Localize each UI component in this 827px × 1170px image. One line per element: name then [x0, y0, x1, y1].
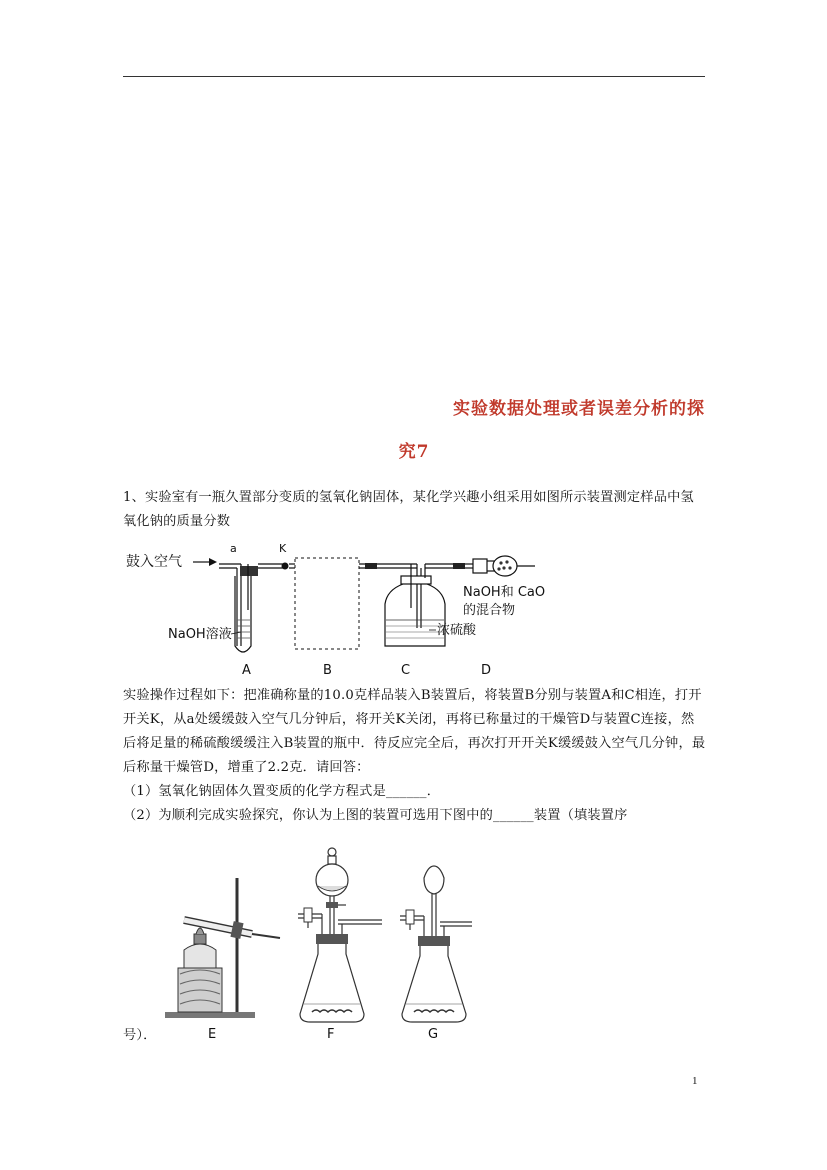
procedure-text: 实验操作过程如下：把准确称量的10.0克样品装入B装置后，将装置B分别与装置A和C相连，打开开关K，从a处缓缓鼓入空气几分钟后，将开关K关闭，再将已称量过的干燥管D与装置C连接，然后将足量的稀硫酸缓缓注入B装置的瓶中．待反应完全后，再次打开开关K缓缓鼓入空气几分钟，最后称量干燥管D，增重了2.2克．请回答： [123, 688, 706, 775]
apparatus-d [453, 556, 545, 618]
label-k: K [279, 542, 287, 555]
subquestion-1: （1）氢氧化钠固体久置变质的化学方程式是______． [123, 784, 441, 799]
conc-h2so4-label: 浓硫酸 [437, 623, 477, 638]
label-C: C [401, 663, 411, 678]
page-title-line-2: 究7 [398, 442, 430, 462]
label-B: B [323, 663, 332, 678]
apparatus-g [400, 866, 472, 1042]
apparatus-figure-abcd [123, 538, 583, 680]
naoh-cao-label-1: NaOH和 CaO [463, 585, 546, 600]
header-rule [123, 76, 705, 77]
naoh-cao-label-2: 的混合物 [463, 603, 516, 618]
valve-k [282, 563, 289, 570]
label-G: G [428, 1027, 439, 1042]
apparatus-e [165, 878, 280, 1042]
question-intro: 1、实验室有一瓶久置部分变质的氢氧化钠固体，某化学兴趣小组采用如图所示装置测定样品中氢氧化钠的质量分数 [123, 490, 694, 529]
apparatus-b-box [295, 558, 359, 649]
page-number: 1 [692, 1075, 698, 1087]
apparatus-f [298, 848, 382, 1042]
apparatus-a [168, 564, 283, 652]
label-F: F [327, 1027, 335, 1042]
label-E: E [208, 1027, 217, 1042]
label-a: a [230, 542, 237, 555]
label-D: D [481, 663, 492, 678]
naoh-solution-label: NaOH溶液 [168, 627, 232, 642]
apparatus-figure-efg [170, 842, 530, 1042]
page-title-line-1: 实验数据处理或者误差分析的探 [453, 399, 705, 419]
subquestion-2: （2）为顺利完成实验探究，你认为上图的装置可选用下图中的______装置（填装置序 [123, 808, 628, 823]
subquestion-2-end: 号）． [123, 1028, 157, 1043]
air-in-label: 鼓入空气 [126, 554, 182, 570]
label-A: A [242, 663, 251, 678]
